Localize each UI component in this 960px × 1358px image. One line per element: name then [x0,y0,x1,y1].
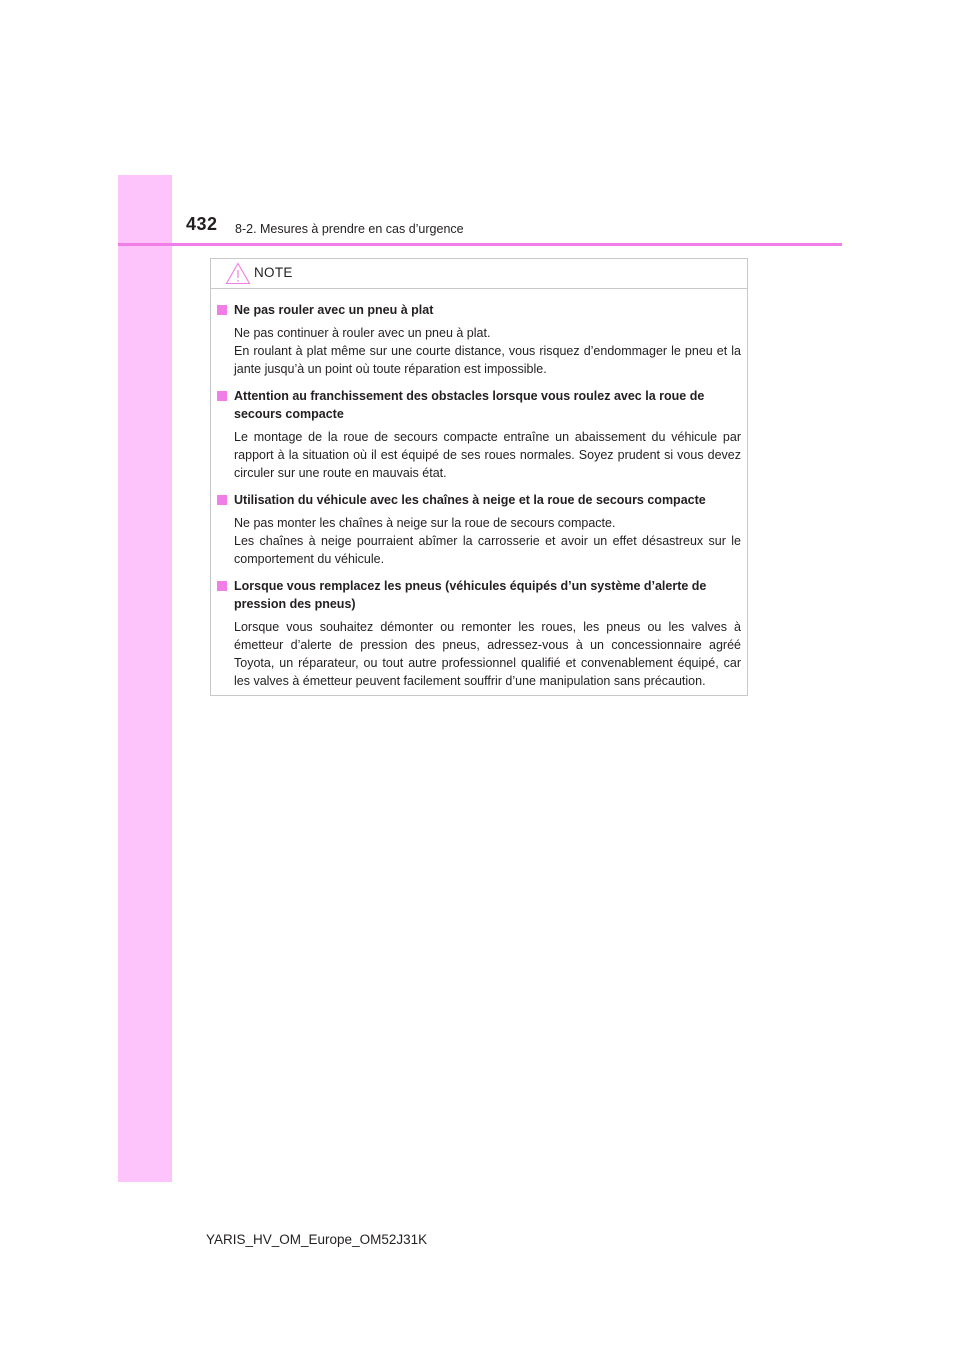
note-item-title: Utilisation du véhicule avec les chaînes à neige et la roue de secours compacte [217,491,741,509]
square-bullet-icon [217,495,227,505]
note-item [217,301,741,378]
note-item [217,491,741,568]
square-bullet-icon [217,391,227,401]
note-item [217,387,741,482]
note-item [217,577,741,690]
page-number: 432 [186,214,218,234]
warning-triangle-icon [225,262,251,285]
note-item-text: Ne pas monter les chaînes à neige sur la roue de secours compacte. Les chaînes à neige pourraient abîmer la carrosserie et avoir un effet désastreux sur le comportement du véhicule. [234,516,741,566]
note-item-text: Lorsque vous souhaitez démonter ou remonter les roues, les pneus ou les valves à émetteur d’alerte de pression des pneus, adressez-vous à un concessionnaire agréé Toyota, un réparateur, ou tout autre professionnel qualifié et convenablement équipé, car les valves à émetteur peuvent facilement souffrir d’une manipulation sans précaution. [234,620,741,688]
note-label: NOTE [254,265,293,280]
note-item-text: Le montage de la roue de secours compacte entraîne un abaissement du véhicule par rapport à la situation où il est équipé de ses roues normales. Soyez prudent si vous devez circuler sur une route en mauvais état. [234,430,741,480]
note-item-text: Ne pas continuer à rouler avec un pneu à plat. En roulant à plat même sur une courte distance, vous risquez d’endommager le pneu et la jante jusqu’à un point où toute réparation est impossible. [234,326,741,376]
square-bullet-icon [217,581,227,591]
square-bullet-icon [217,305,227,315]
note-body [211,289,747,690]
footer-doc-id: YARIS_HV_OM_Europe_OM52J31K [206,1232,428,1247]
side-tab-band [118,175,172,1182]
note-box [210,258,748,696]
note-item-title: Lorsque vous remplacez les pneus (véhicules équipés d’un système d’alerte de pression des pneus) [217,577,741,613]
header-rule [118,243,842,246]
section-title: 8-2. Mesures à prendre en cas d’urgence [235,222,464,236]
note-header [211,259,747,289]
note-item-title: Ne pas rouler avec un pneu à plat [217,301,741,319]
note-item-title: Attention au franchissement des obstacles lorsque vous roulez avec la roue de secours compacte [217,387,741,423]
